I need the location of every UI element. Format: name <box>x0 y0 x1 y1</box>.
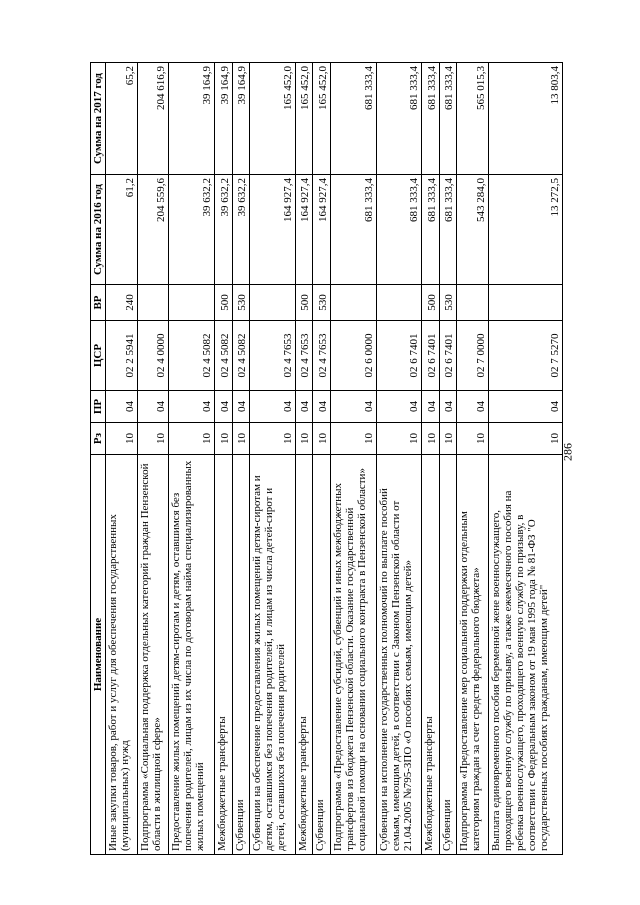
table-row <box>489 63 563 855</box>
cell-sum-2017: 165 452,0 <box>250 63 296 175</box>
table-header-row <box>91 63 106 855</box>
cell-sum-2016: 681 333,4 <box>422 175 440 285</box>
cell-vr <box>137 285 169 321</box>
cell-name: Субвенции <box>439 455 457 855</box>
cell-sum-2016: 543 284,0 <box>457 175 489 285</box>
cell-sum-2017: 165 452,0 <box>295 63 313 175</box>
cell-name: Иные закупки товаров, работ и услуг для обеспечения государственных (муниципальных) нужд <box>106 455 138 855</box>
table-row <box>169 63 215 855</box>
cell-csr: 02 4 5082 <box>214 321 232 391</box>
cell-rz: 10 <box>295 423 313 455</box>
cell-pr: 04 <box>439 391 457 423</box>
cell-sum-2017: 681 333,4 <box>439 63 457 175</box>
header-sum-2016: Сумма на 2016 год <box>91 175 106 285</box>
cell-csr: 02 4 5082 <box>232 321 250 391</box>
cell-name: Подпрограмма «Социальная поддержка отдельных категорий граждан Пензенской области в жилищной сфере» <box>137 455 169 855</box>
header-pr: ПР <box>91 391 106 423</box>
cell-sum-2017: 13 803,4 <box>489 63 563 175</box>
cell-csr: 02 6 7401 <box>422 321 440 391</box>
cell-sum-2016: 681 333,4 <box>330 175 376 285</box>
cell-sum-2017: 165 452,0 <box>313 63 331 175</box>
cell-sum-2017: 681 333,4 <box>376 63 422 175</box>
cell-rz: 10 <box>376 423 422 455</box>
cell-csr: 02 6 0000 <box>330 321 376 391</box>
cell-rz: 10 <box>439 423 457 455</box>
cell-sum-2016: 164 927,4 <box>313 175 331 285</box>
cell-rz: 10 <box>137 423 169 455</box>
cell-name: Подпрограмма «Предоставление мер социальной поддержки отдельным категориям граждан за счет средств федерального бюджета» <box>457 455 489 855</box>
cell-vr: 500 <box>295 285 313 321</box>
cell-sum-2017: 204 616,9 <box>137 63 169 175</box>
cell-vr: 530 <box>439 285 457 321</box>
table-row <box>313 63 331 855</box>
cell-sum-2016: 39 632,2 <box>214 175 232 285</box>
cell-vr <box>489 285 563 321</box>
cell-name: Межбюджетные трансферты <box>214 455 232 855</box>
cell-csr: 02 4 7653 <box>250 321 296 391</box>
cell-pr: 04 <box>376 391 422 423</box>
cell-pr: 04 <box>489 391 563 423</box>
header-csr: ЦСР <box>91 321 106 391</box>
cell-csr: 02 4 7653 <box>295 321 313 391</box>
table-row <box>376 63 422 855</box>
cell-name: Межбюджетные трансферты <box>422 455 440 855</box>
cell-name: Межбюджетные трансферты <box>295 455 313 855</box>
cell-vr <box>169 285 215 321</box>
cell-name: Субвенции <box>313 455 331 855</box>
cell-csr: 02 2 5941 <box>106 321 138 391</box>
cell-vr <box>250 285 296 321</box>
table-row <box>439 63 457 855</box>
table-row <box>295 63 313 855</box>
header-rz: Рз <box>91 423 106 455</box>
cell-rz: 10 <box>457 423 489 455</box>
cell-sum-2016: 204 559,6 <box>137 175 169 285</box>
header-sum-2017: Сумма на 2017 год <box>91 63 106 175</box>
cell-name: Субвенции <box>232 455 250 855</box>
table-row <box>137 63 169 855</box>
cell-vr: 240 <box>106 285 138 321</box>
cell-sum-2017: 39 164,9 <box>169 63 215 175</box>
budget-table-rotated <box>90 63 563 855</box>
cell-sum-2017: 39 164,9 <box>232 63 250 175</box>
cell-rz: 10 <box>489 423 563 455</box>
cell-sum-2017: 681 333,4 <box>422 63 440 175</box>
cell-pr: 04 <box>137 391 169 423</box>
cell-pr: 04 <box>313 391 331 423</box>
cell-pr: 04 <box>457 391 489 423</box>
cell-pr: 04 <box>169 391 215 423</box>
cell-sum-2016: 39 632,2 <box>232 175 250 285</box>
header-name: Наименование <box>91 455 106 855</box>
cell-sum-2016: 13 272,5 <box>489 175 563 285</box>
budget-table <box>90 62 563 855</box>
table-row <box>232 63 250 855</box>
cell-vr: 530 <box>232 285 250 321</box>
cell-pr: 04 <box>295 391 313 423</box>
cell-sum-2017: 565 015,3 <box>457 63 489 175</box>
cell-csr: 02 6 7401 <box>439 321 457 391</box>
cell-vr <box>330 285 376 321</box>
cell-vr: 500 <box>422 285 440 321</box>
cell-csr: 02 4 5082 <box>169 321 215 391</box>
cell-name: Предоставление жилых помещений детям-сиротам и детям, оставшимся без попечения родителей, лицам из их числа по договорам найма специализированных жилых помещений <box>169 455 215 855</box>
cell-pr: 04 <box>250 391 296 423</box>
cell-csr: 02 4 0000 <box>137 321 169 391</box>
cell-name: Субвенции на обеспечение предоставления жилых помещений детям-сиротам и детям, оставшимся без попечения родителей, и лицам из числа детей-сирот и детей, оставшихся без попечения родителей <box>250 455 296 855</box>
cell-vr: 530 <box>313 285 331 321</box>
table-row <box>457 63 489 855</box>
cell-rz: 10 <box>250 423 296 455</box>
cell-csr: 02 6 7401 <box>376 321 422 391</box>
cell-rz: 10 <box>422 423 440 455</box>
cell-sum-2017: 681 333,4 <box>330 63 376 175</box>
table-row <box>106 63 138 855</box>
cell-sum-2017: 39 164,9 <box>214 63 232 175</box>
cell-csr: 02 7 5270 <box>489 321 563 391</box>
cell-vr: 500 <box>214 285 232 321</box>
cell-vr <box>376 285 422 321</box>
cell-csr: 02 7 0000 <box>457 321 489 391</box>
cell-pr: 04 <box>232 391 250 423</box>
cell-rz: 10 <box>232 423 250 455</box>
cell-rz: 10 <box>330 423 376 455</box>
cell-rz: 10 <box>106 423 138 455</box>
cell-sum-2016: 681 333,4 <box>376 175 422 285</box>
cell-rz: 10 <box>169 423 215 455</box>
table-row <box>214 63 232 855</box>
cell-sum-2017: 65,2 <box>106 63 138 175</box>
table-row <box>422 63 440 855</box>
page-number: 286 <box>560 443 575 461</box>
cell-pr: 04 <box>330 391 376 423</box>
cell-pr: 04 <box>214 391 232 423</box>
table-row <box>250 63 296 855</box>
cell-sum-2016: 39 632,2 <box>169 175 215 285</box>
table-row <box>330 63 376 855</box>
cell-rz: 10 <box>313 423 331 455</box>
header-vr: ВР <box>91 285 106 321</box>
cell-sum-2016: 164 927,4 <box>250 175 296 285</box>
budget-table-container <box>90 63 563 855</box>
cell-name: Подпрограмма «Предоставление субсидий, субвенций и иных межбюджетных трансфертов из бюджета Пензенской области. Оказание государственной социальной помощи на основании социального контракта в Пензенской области» <box>330 455 376 855</box>
cell-pr: 04 <box>422 391 440 423</box>
cell-sum-2016: 61,2 <box>106 175 138 285</box>
cell-sum-2016: 681 333,4 <box>439 175 457 285</box>
cell-csr: 02 4 7653 <box>313 321 331 391</box>
cell-name: Субвенции на исполнение государственных полномочий по выплате пособий семьям, имеющим детей, в соответствии с Законом Пензенской области от 21.04.2005 №795-ЗПО «О пособиях семьям, имеющим детей» <box>376 455 422 855</box>
cell-sum-2016: 164 927,4 <box>295 175 313 285</box>
cell-name: Выплата единовременного пособия беременной жене военнослужащего, проходящего военную службу по призыву, а также ежемесячного пособия на ребенка военнослужащего, проходящего военную службу по призыву, в соответствии с Федеральным законом от 19 мая 1995 года № 81-ФЗ "О государственных пособиях гражданам, имеющим детей" <box>489 455 563 855</box>
cell-pr: 04 <box>106 391 138 423</box>
cell-rz: 10 <box>214 423 232 455</box>
cell-vr <box>457 285 489 321</box>
